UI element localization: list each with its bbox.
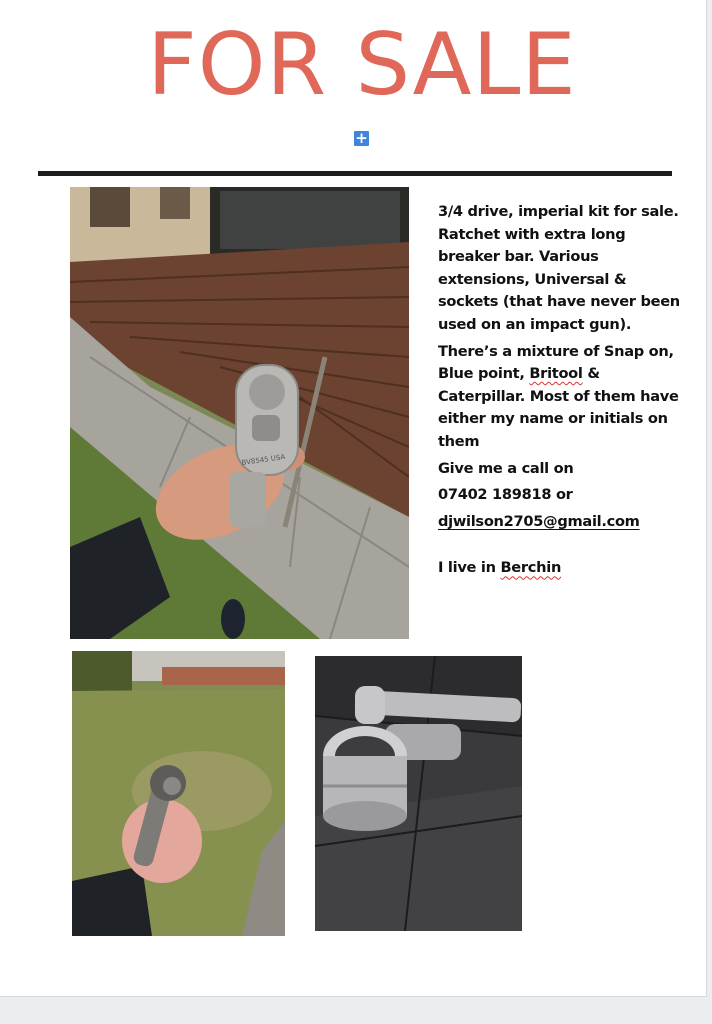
sockets-photo bbox=[315, 656, 522, 931]
item-description bbox=[438, 201, 688, 584]
ratchet-lawn-photo bbox=[72, 651, 285, 936]
misspelled-word: Britool bbox=[529, 365, 583, 383]
ratchet-engraving: BV8545 USA bbox=[241, 452, 286, 467]
location-name: Berchin bbox=[500, 559, 562, 577]
page-title: FOR SALE bbox=[147, 15, 577, 115]
description-paragraph: 3/4 drive, imperial kit for sale. Ratchet with extra long breaker bar. Various extensions, Universal & sockets (that have never been used on an impact gun). bbox=[438, 203, 680, 333]
location-text: I live in Berchin bbox=[438, 559, 562, 577]
email-link[interactable]: djwilson2705@gmail.com bbox=[438, 512, 640, 530]
horizontal-divider bbox=[38, 171, 672, 176]
phone-number: 07402 189818 or bbox=[438, 486, 573, 504]
call-label: Give me a call on bbox=[438, 459, 574, 477]
brands-paragraph: There’s a mixture of Snap on, Blue point, Britool & Caterpillar. Most of them have either my name or initials on them bbox=[438, 342, 679, 450]
ratchet-photo bbox=[70, 187, 409, 639]
plus-icon[interactable]: + bbox=[355, 129, 368, 147]
